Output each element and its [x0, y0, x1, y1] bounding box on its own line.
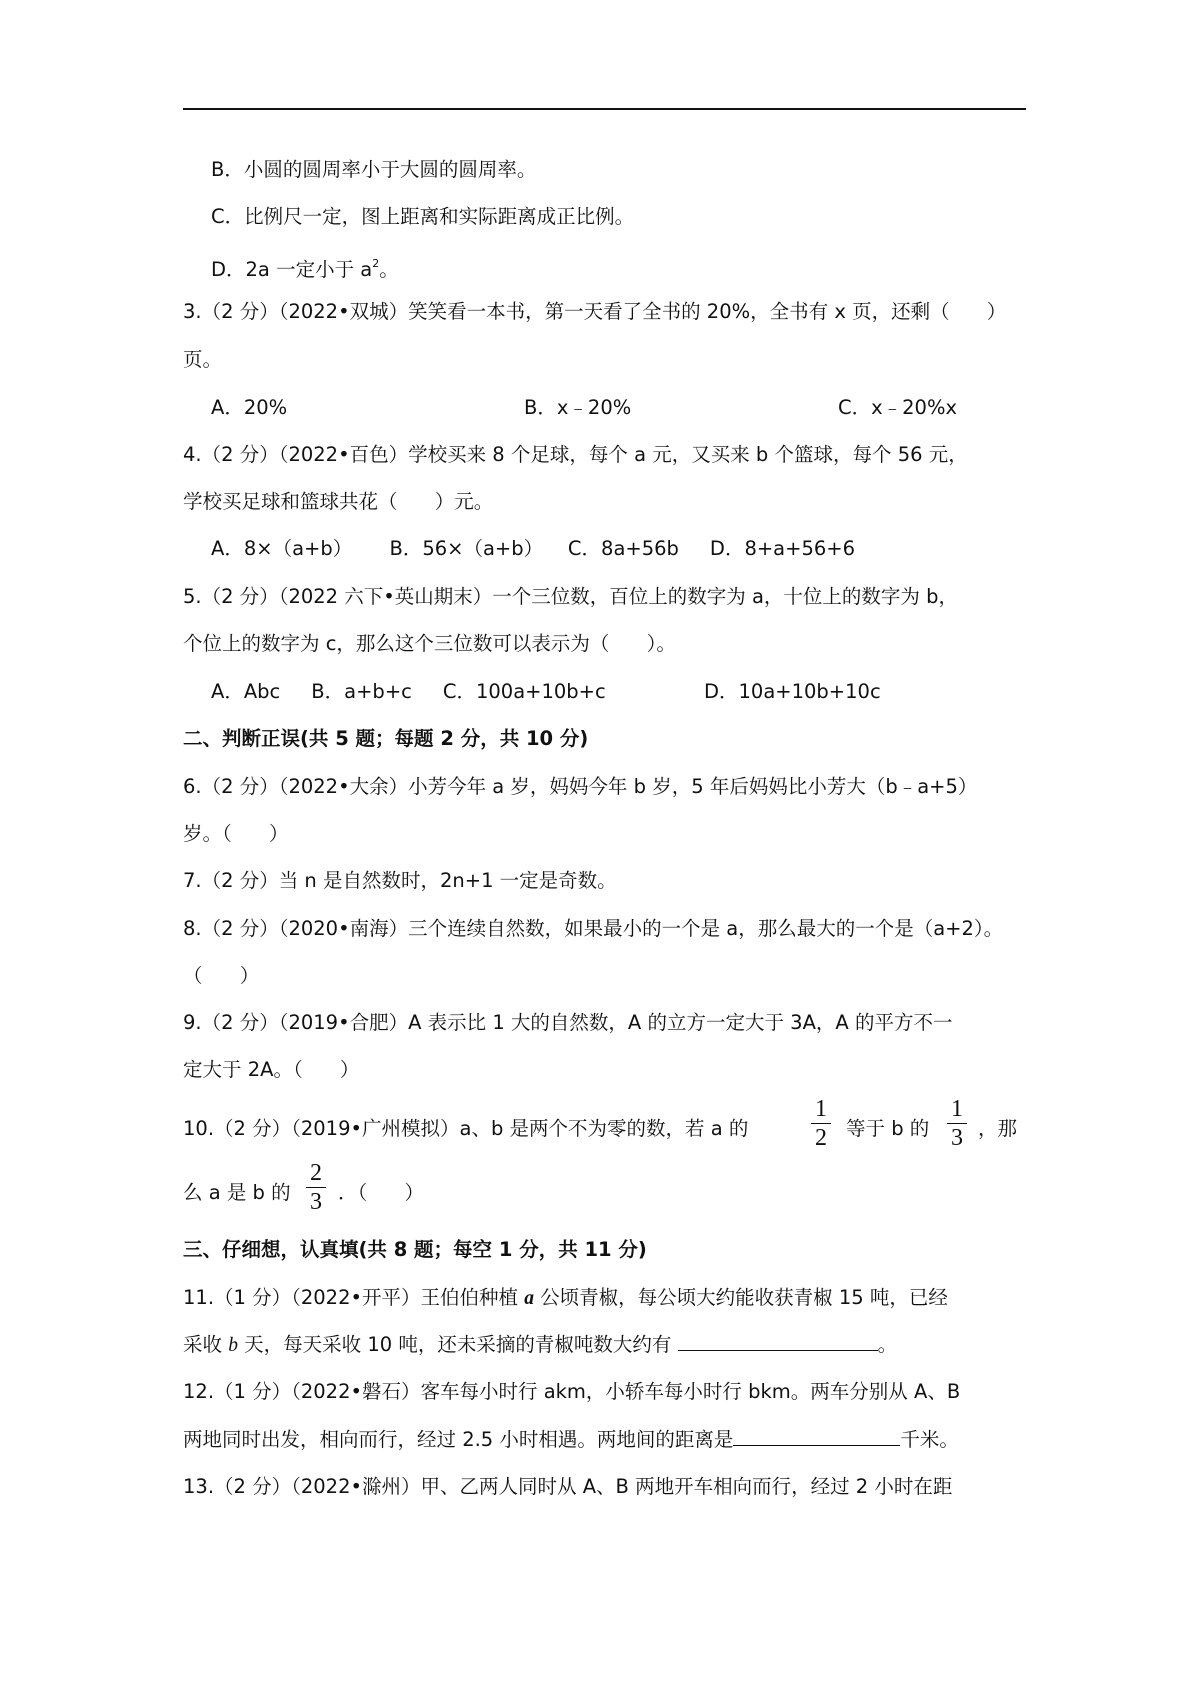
q5-stem-line2: 个位上的数字为 c，那么这个三位数可以表示为（ ）。: [183, 632, 676, 655]
q5-stem-line1: 5.（2 分）（2022 六下•英山期末）一个三位数，百位上的数字为 a，十位上的数字为 b，: [183, 585, 959, 608]
q3-option-b: B．x﹣20%: [524, 396, 632, 419]
q4-stem-line1: 4.（2 分）（2022•百色）学校买来 8 个足球，每个 a 元，又买来 b 个篮球，每个 56 元，: [183, 443, 968, 466]
q10-stem-line1b: 等于 b 的: [846, 1117, 930, 1140]
q3-option-c: C．x﹣20%x: [838, 396, 958, 419]
q3-stem-line1: 3.（2 分）（2022•双城）笑笑看一本书，第一天看了全书的 20%，全书有 x 页，还剩（ ）: [183, 300, 1007, 323]
header-rule: [183, 108, 1026, 110]
q4-options: A．8×（a+b） B．56×（a+b） C．8a+56b D．8+a+56+6: [211, 537, 856, 560]
q10-stem-line2b: ．（ ）: [338, 1181, 424, 1204]
q9-stem-line1: 9.（2 分）（2019•合肥）A 表示比 1 大的自然数，A 的立方一定大于 3A，A 的平方不一: [183, 1011, 953, 1034]
q11-stem-line1: 11.（1 分）（2022•开平）王伯伯种植 a 公顷青椒，每公顷大约能收获青椒 15 吨，已经: [183, 1286, 948, 1309]
section-heading-fill-in: 三、仔细想，认真填(共 8 题；每空 1 分，共 11 分): [183, 1238, 647, 1261]
section-heading-judgement: 二、判断正误(共 5 题；每题 2 分，共 10 分): [183, 727, 589, 750]
q10-stem-line2a: 么 a 是 b 的: [183, 1181, 291, 1204]
fraction-two-thirds: 2 3: [305, 1160, 327, 1215]
q10-stem-line1c: ，那: [978, 1117, 1018, 1140]
q2-option-b: B．小圆的圆周率小于大圆的圆周率。: [211, 158, 537, 181]
q10-stem-line1a: 10.（2 分）（2019•广州模拟）a、b 是两个不为零的数，若 a 的: [183, 1117, 749, 1140]
q7-stem: 7.（2 分）当 n 是自然数时，2n+1 一定是奇数。: [183, 869, 617, 892]
q8-stem-line2: （ ）: [183, 964, 260, 987]
q11-stem-line2: 采收 b 天，每天采收 10 吨，还未采摘的青椒吨数大约有 。: [183, 1333, 898, 1356]
q2-option-d: D．2a 一定小于 $a^2$。: [211, 257, 399, 281]
q3-option-a: A．20%: [211, 396, 288, 419]
q12-stem-line1: 12.（1 分）（2022•磐石）客车每小时行 akm，小轿车每小时行 bkm。两车分别从 A、B: [183, 1380, 961, 1403]
fraction-one-half: 1 2: [810, 1096, 832, 1151]
q5-options-abc: A．Abc B．a+b+c C．100a+10b+c: [211, 680, 606, 703]
q12-answer-blank[interactable]: [733, 1427, 900, 1446]
q2-option-c: C．比例尺一定，图上距离和实际距离成正比例。: [211, 205, 635, 228]
q11-answer-blank[interactable]: [678, 1332, 878, 1351]
q12-stem-line2: 两地同时出发，相向而行，经过 2.5 小时相遇。两地间的距离是 千米。: [183, 1428, 959, 1451]
q4-stem-line2: 学校买足球和篮球共花（ ）元。: [183, 490, 494, 513]
q9-stem-line2: 定大于 2A。（ ）: [183, 1058, 360, 1081]
q13-stem-line1: 13.（2 分）（2022•滁州）甲、乙两人同时从 A、B 两地开车相向而行，经过 2 小时在距: [183, 1475, 953, 1498]
q8-stem-line1: 8.（2 分）（2020•南海）三个连续自然数，如果最小的一个是 a，那么最大的一个是（a+2）。: [183, 917, 1004, 940]
fraction-one-third: 1 3: [946, 1096, 968, 1151]
q6-stem-line2: 岁。（ ）: [183, 822, 289, 845]
q5-option-d: D．10a+10b+10c: [704, 680, 881, 703]
q3-stem-line2: 页。: [183, 348, 223, 371]
q6-stem-line1: 6.（2 分）（2022•大余）小芳今年 a 岁，妈妈今年 b 岁，5 年后妈妈比小芳大（b﹣a+5）: [183, 775, 978, 798]
